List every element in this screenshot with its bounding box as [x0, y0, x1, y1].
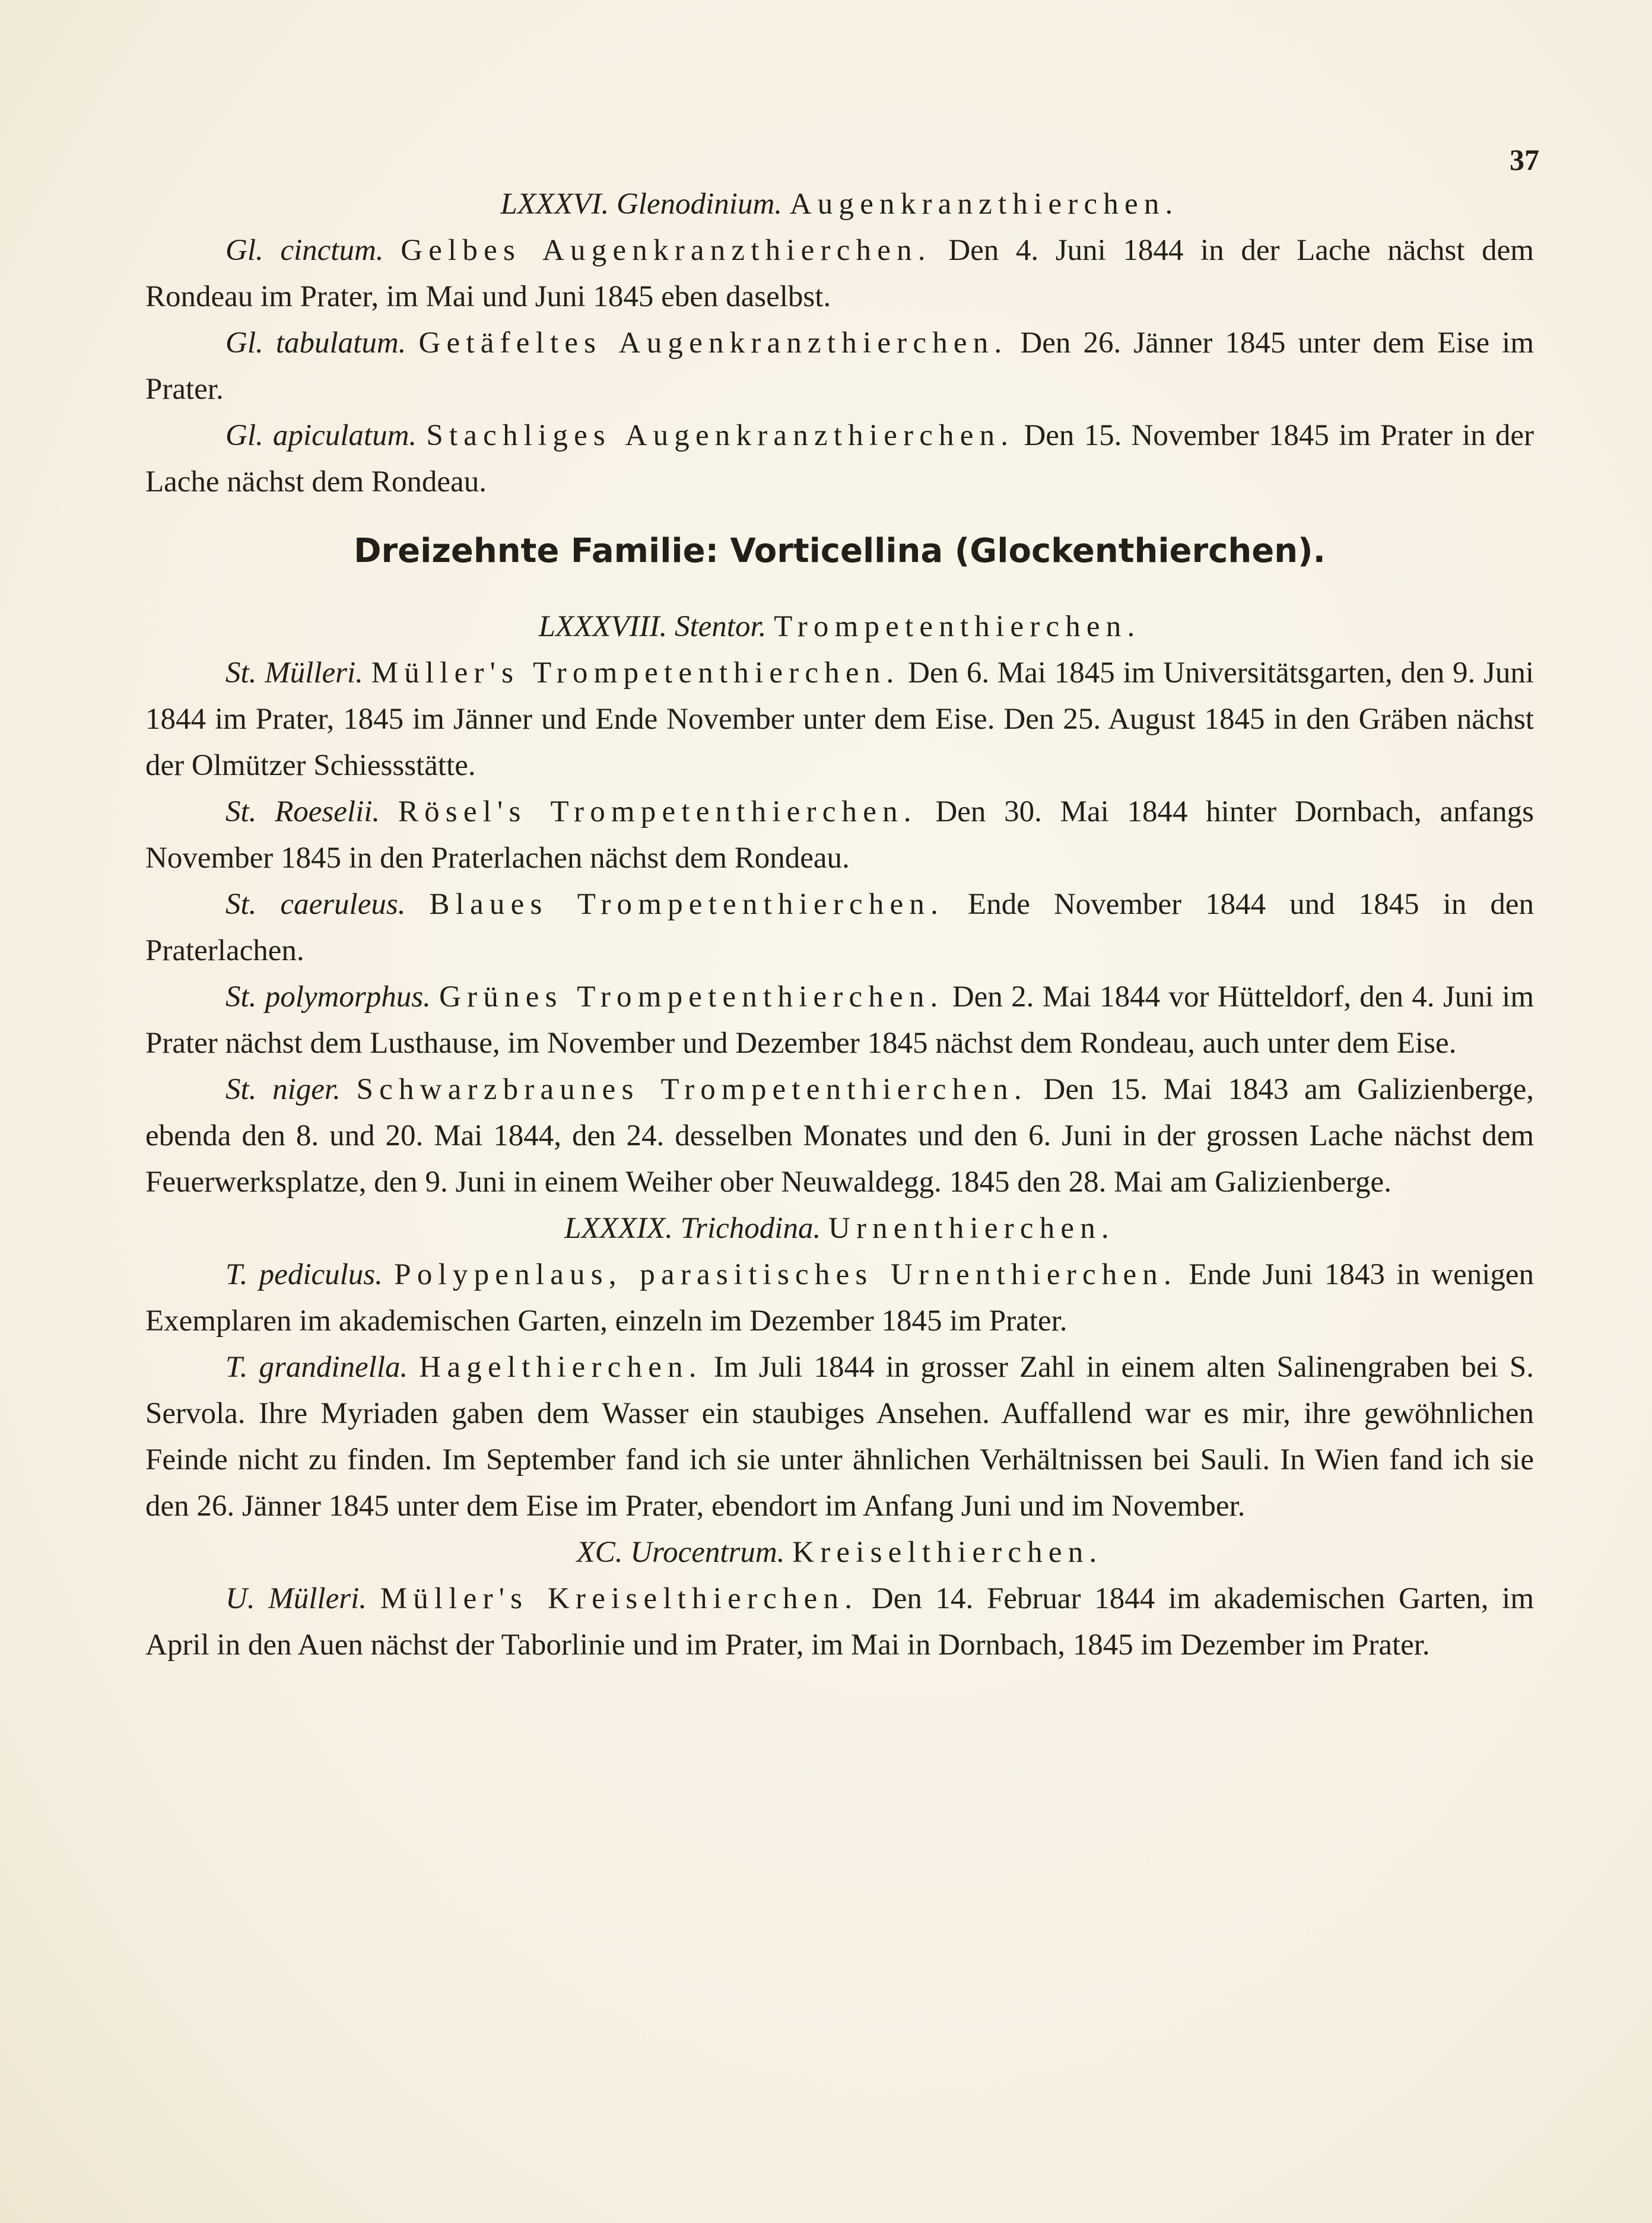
genus-numeral: XC.	[576, 1536, 623, 1569]
genus-heading	[145, 1205, 1534, 1252]
species-entry	[145, 974, 1534, 1066]
genus-heading	[145, 181, 1534, 227]
family-heading: Dreizehnte Familie: Vorticellina (Glockenthierchen).	[354, 532, 1326, 570]
species-entry	[145, 789, 1534, 881]
species-text: Den 14. Februar 1844 im akademischen Garten, im April in den Auen nächst der Taborlinie und im Prater, im Mai in Dornbach, 1845 im Dezember im Prater.	[145, 1582, 1535, 1662]
genus-name: Stentor.	[675, 610, 767, 643]
species-entry	[145, 227, 1534, 320]
species-text: Den 4. Juni 1844 in der Lache nächst dem Rondeau im Prater, im Mai und Juni 1845 eben daselbst.	[145, 234, 1534, 313]
species-german-name: Blaues Trompetenthierchen.	[429, 888, 945, 921]
species-latin-name: St. Roeselii.	[225, 795, 380, 828]
genus-common-name: Urnenthierchen.	[828, 1212, 1115, 1245]
species-entry	[145, 1344, 1534, 1529]
genus-name: Trichodina.	[680, 1212, 821, 1245]
species-latin-name: St. caeruleus.	[225, 888, 406, 921]
species-latin-name: St. niger.	[225, 1073, 341, 1106]
species-german-name: Rösel's Trompetenthierchen.	[398, 795, 917, 828]
species-entry	[145, 412, 1534, 505]
genus-common-name: Augenkranzthierchen.	[789, 188, 1179, 221]
species-latin-name: Gl. apiculatum.	[225, 419, 417, 452]
species-entry	[145, 650, 1534, 789]
genus-heading	[145, 604, 1534, 650]
species-latin-name: Gl. cinctum.	[225, 234, 384, 267]
species-german-name: Müller's Kreiselthierchen.	[380, 1582, 859, 1615]
species-entry	[145, 1576, 1534, 1668]
species-text: Ende November 1844 und 1845 in den Praterlachen.	[145, 888, 1534, 967]
species-entry	[145, 320, 1534, 412]
species-german-name: Stachliges Augenkranzthierchen.	[426, 419, 1015, 452]
species-entry	[145, 1066, 1534, 1205]
species-german-name: Schwarzbraunes Trompetenthierchen.	[356, 1073, 1028, 1106]
genus-numeral: LXXXVIII.	[538, 610, 668, 643]
species-text: Den 6. Mai 1845 im Universitätsgarten, den 9. Juni 1844 im Prater, 1845 im Jänner und Ende November unter dem Eise. Den 25. August 1845 in den Gräben nächst der Olmützer Schiessstätte.	[145, 656, 1534, 782]
genus-common-name: Trompetenthierchen.	[774, 610, 1141, 643]
species-entry	[145, 1252, 1534, 1344]
species-latin-name: Gl. tabulatum.	[225, 326, 406, 360]
species-german-name: Getäfeltes Augenkranzthierchen.	[418, 326, 1008, 360]
genus-numeral: LXXXIX.	[564, 1212, 673, 1245]
species-german-name: Gelbes Augenkranzthierchen.	[401, 234, 932, 267]
species-german-name: Müller's Trompetenthierchen.	[371, 656, 900, 690]
species-text: Im Juli 1844 in grosser Zahl in einem alten Salinengraben bei S. Servola. Ihre Myriaden gaben dem Wasser ein staubiges Ansehen. Auffallend war es mir, ihre gewöhnlichen Feinde nicht zu finden. Im September fand ich sie unter ähnlichen Verhältnissen bei Sauli. In Wien fand ich sie den 26. Jänner 1845 unter dem Eise im Prater, ebendort im Anfang Juni und im November.	[145, 1351, 1535, 1523]
page-number: 37	[1510, 143, 1539, 176]
species-text: Den 15. November 1845 im Prater in der Lache nächst dem Rondeau.	[145, 419, 1535, 498]
genus-heading	[145, 1529, 1534, 1576]
species-text: Den 2. Mai 1844 vor Hütteldorf, den 4. Juni im Prater nächst dem Lusthause, im November und Dezember 1845 nächst dem Rondeau, auch unter dem Eise.	[145, 980, 1535, 1060]
species-latin-name: T. grandinella.	[225, 1351, 408, 1384]
species-latin-name: St. polymorphus.	[225, 980, 431, 1014]
genus-name: Glenodinium.	[616, 188, 783, 221]
species-latin-name: St. Mülleri.	[225, 656, 363, 690]
genus-numeral: LXXXVI.	[500, 188, 609, 221]
species-german-name: Hagelthierchen.	[419, 1351, 703, 1384]
species-text: Den 26. Jänner 1845 unter dem Eise im Prater.	[145, 326, 1535, 406]
genus-common-name: Kreiselthierchen.	[792, 1536, 1103, 1569]
species-german-name: Polypenlaus, parasitisches Urnenthierchen.	[394, 1258, 1177, 1291]
species-text: Ende Juni 1843 in wenigen Exemplaren im akademischen Garten, einzeln im Dezember 1845 im Prater.	[145, 1258, 1535, 1338]
genus-name: Urocentrum.	[630, 1536, 785, 1569]
species-latin-name: T. pediculus.	[225, 1258, 383, 1291]
species-entry	[145, 881, 1534, 974]
species-latin-name: U. Mülleri.	[225, 1582, 367, 1615]
species-text: Den 15. Mai 1843 am Galizienberge, ebenda den 8. und 20. Mai 1844, den 24. desselben Monates und den 6. Juni in der grossen Lache nächst dem Feuerwerksplatze, den 9. Juni in einem Weiher ober Neuwaldegg. 1845 den 28. Mai am Galizienberge.	[145, 1073, 1534, 1199]
page-body	[145, 181, 1534, 1668]
species-german-name: Grünes Trompetenthierchen.	[439, 980, 944, 1014]
species-text: Den 30. Mai 1844 hinter Dornbach, anfangs November 1845 in den Praterlachen nächst dem Rondeau.	[145, 795, 1535, 875]
